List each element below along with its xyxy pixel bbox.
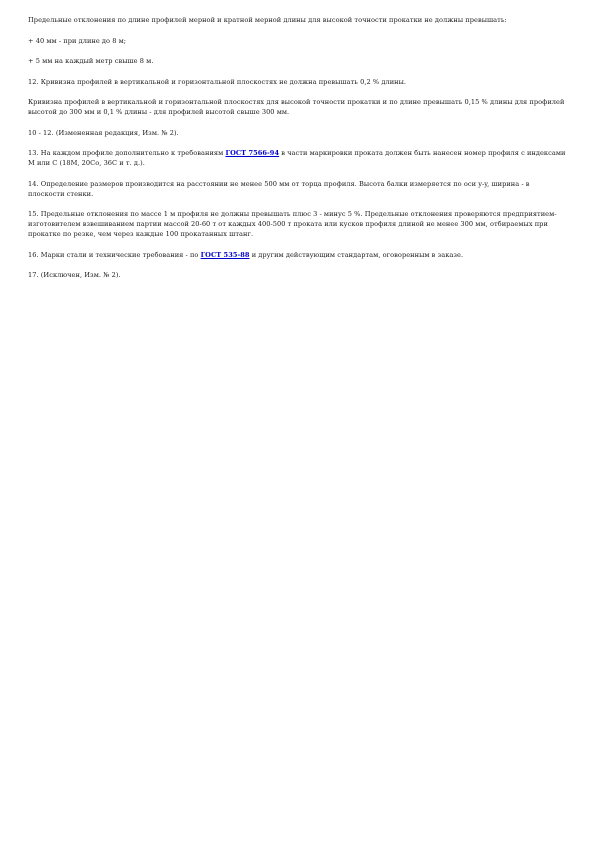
paragraph-16-text-start: 16. Марки стали и технические требования - по: [28, 250, 201, 259]
paragraph-limit-up-to-8m: + 40 мм - при длине до 8 м;: [28, 36, 127, 45]
paragraph-12-curvature: 12. Кривизна профилей в вертикальной и горизонтальной плоскостях не должна превышать 0,2 % длины.: [28, 77, 407, 86]
paragraph-16-steel-grades: [28, 250, 568, 260]
paragraph-13-marking: [28, 148, 568, 168]
paragraph-13-text-end: в части маркировки проката должен быть нанесен номер профиля с индексами М или С (18М, 20Со, 36С и т. д.).: [28, 149, 566, 167]
gost-7566-94-link[interactable]: ГОСТ 7566-94: [225, 149, 280, 157]
paragraph-16-text-end: и другим действующим стандартам, оговоренным в заказе.: [249, 250, 464, 259]
document-body: [28, 15, 568, 291]
paragraph-13-text-start: 13. На каждом профиле дополнительно к требованиям: [28, 149, 226, 157]
paragraph-14-dimensions: 14. Определение размеров производится на расстоянии не менее 500 мм от торца профиля. Высота балки измеряется по оси y-y, ширина - в плоскости стенки.: [28, 179, 530, 198]
gost-535-88-link[interactable]: ГОСТ 535-88: [200, 250, 250, 259]
paragraph-length-limits: Предельные отклонения по длине профилей мерной и кратной мерной длины для высокой точности прокатки не должны превышать:: [28, 16, 507, 24]
paragraph-15-mass-deviation: 15. Предельные отклонения по массе 1 м профиля не должны превышать плюс 3 - минус 5 %. Предельные отклонения проверяются предприятием-изготовителем взвешиванием партии массой 20-60 т от каждых 400-500 т проката или кусков профиля длиной не менее 300 мм, отбираемых при прокатке по резке, чем через каждые 100 прокатанных штанг.: [28, 210, 557, 238]
paragraph-17-excluded: 17. (Исключен, Изм. № 2).: [28, 271, 121, 279]
paragraph-limit-per-meter: + 5 мм на каждый метр свыше 8 м.: [28, 57, 154, 65]
paragraph-12-curvature-high-precision: Кривизна профилей в вертикальной и горизонтальной плоскостях для высокой точности прокатки и по длине превышать 0,15 % длины для профилей высотой до 300 мм и 0,1 % длины - для профилей высотой свыше 300 мм.: [28, 98, 565, 116]
paragraph-10-12-revision: 10 - 12. (Измененная редакция, Изм. № 2).: [28, 128, 179, 137]
